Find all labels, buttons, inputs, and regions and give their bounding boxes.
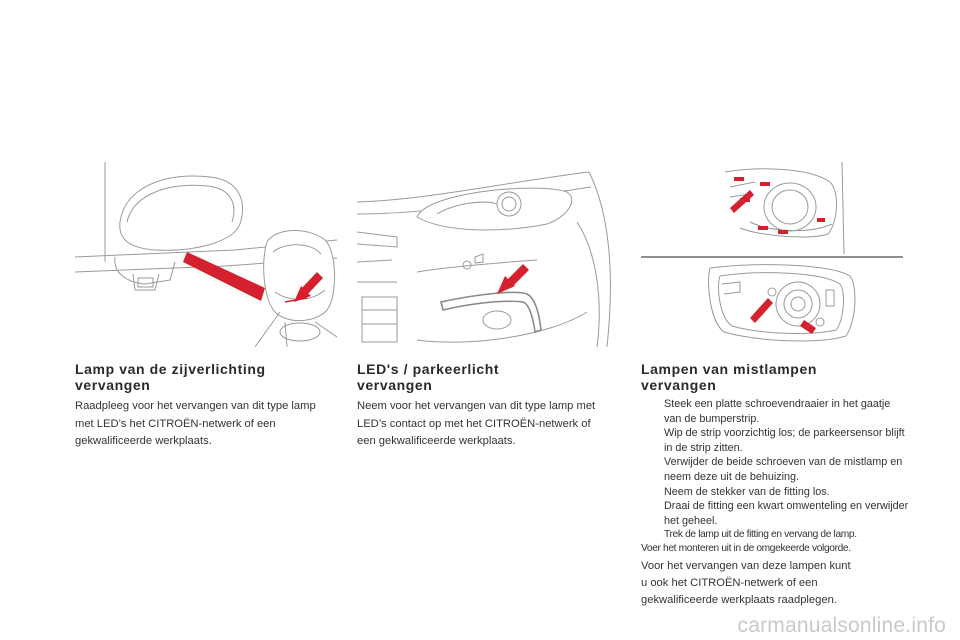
reassembly-note: Voer het monteren uit in de omgekeerde volgorde.	[641, 543, 851, 554]
step-text: Verwijder de beide schroeven van de mistlamp en neem deze uit de behuizing.	[664, 456, 903, 483]
arrow-icon	[750, 298, 773, 323]
arrow-icon	[800, 320, 816, 334]
step-text: Neem de stekker van de fitting los.	[664, 485, 830, 498]
section-heading-side-light: Lamp van de zijverlichting vervangen	[75, 361, 266, 393]
screw-marker-icon	[740, 198, 750, 202]
bumper-drawing	[357, 162, 619, 347]
list-item	[641, 499, 909, 528]
bumper-illustration	[357, 162, 619, 347]
list-item	[641, 455, 909, 484]
arrow-icon	[183, 252, 265, 301]
screw-marker-icon	[778, 230, 788, 234]
list-item	[641, 485, 909, 500]
fog-lamp-outro: Voor het vervangen van deze lampen kunt u ook het CITROËN-netwerk of een gekwalificeerde werkplaats raadplegen.	[641, 560, 851, 606]
step-text: Wip de strip voorzichtig los; de parkeersensor blijft in de strip zitten.	[664, 427, 905, 454]
step-text: Trek de lamp uit de fitting en vervang de lamp.	[664, 529, 857, 541]
section-body-side-light: Raadpleeg voor het vervangen van dit type lamp met LED’s het CITROËN-netwerk of een gekwalificeerde werkplaats.	[75, 400, 316, 447]
step-text: Steek een platte schroevendraaier in het gaatje van de bumperstrip.	[664, 398, 891, 425]
section-heading-led-parking: LED's / parkeerlicht vervangen	[357, 361, 500, 393]
fog-lamp-drawing-bottom	[700, 262, 860, 346]
screw-marker-icon	[760, 182, 770, 186]
screw-marker-icon	[734, 177, 744, 181]
screw-marker-icon	[758, 226, 768, 230]
list-item	[641, 528, 909, 543]
step-text: Draai de fitting een kwart omwenteling en verwijder het geheel.	[664, 500, 909, 527]
divider-line	[641, 256, 903, 258]
fog-lamp-steps	[641, 397, 909, 543]
fog-lamp-illustration-top	[720, 162, 850, 254]
mirror-illustration	[75, 162, 337, 347]
fog-lamp-drawing-top	[720, 162, 850, 254]
arrow-icon	[497, 264, 529, 294]
screw-marker-icon	[817, 218, 825, 222]
section-heading-fog-lamps: Lampen van mistlampen vervangen	[641, 361, 817, 393]
mirror-drawing	[75, 162, 337, 347]
list-item	[641, 426, 909, 455]
list-item	[641, 397, 909, 426]
fog-lamp-illustration-bottom	[700, 262, 860, 346]
section-body-led-parking: Neem voor het vervangen van dit type lamp met LED’s contact op met het CITROËN-netwerk of een gekwalificeerde werkplaats.	[357, 400, 596, 447]
watermark: carmanualsonline.info	[737, 614, 946, 637]
